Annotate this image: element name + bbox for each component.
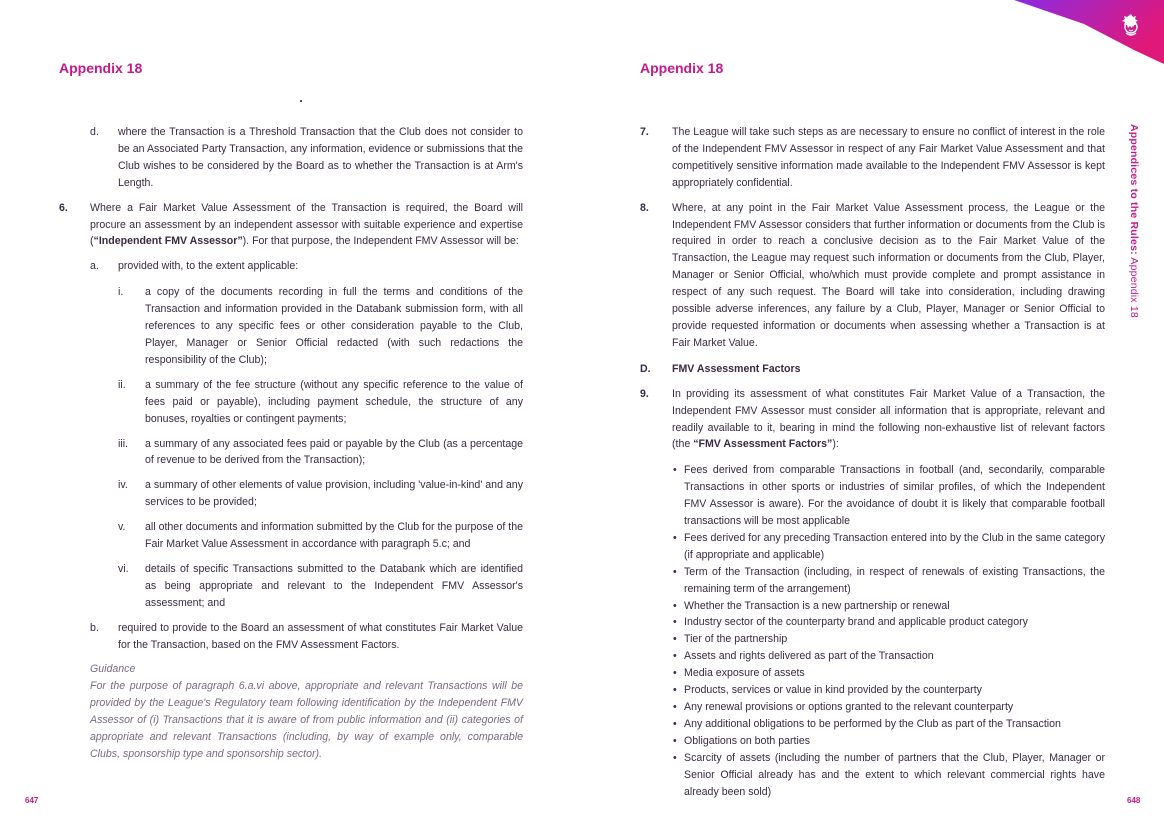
list-item: • Assets and rights delivered as part of the Transaction <box>672 648 1105 665</box>
subclause-text: a copy of the documents recording in full the terms and conditions of the Transaction and information provided in the Databank submission form, with all references to any specific fees or other consideration payable to the Club, Player, Manager or Senior Official redacted (with such redactions the responsibility of the Club); <box>145 286 523 366</box>
subclause-ii <box>59 377 523 428</box>
paragraph-text-after: ). For that purpose, the Independent FMV Assessor will be: <box>242 235 519 248</box>
clause-marker: d. <box>90 126 99 138</box>
subclause-marker: i. <box>118 286 124 299</box>
subclause-iv <box>59 477 523 511</box>
list-item: • Fees derived from comparable Transactions in football (and, secondarily, comparable Transactions in other sports or industries of similar profiles, of which the Independent FMV Assessor is aware). For the avoidance of doubt it is likely that comparable football transactions will be most applicable <box>672 462 1105 530</box>
subclause-text: a summary of other elements of value provision, including 'value-in-kind' and any services to be provided; <box>145 479 523 509</box>
paragraph-text-after: ): <box>832 438 839 451</box>
list-item: • Scarcity of assets (including the number of partners that the Club, Player, Manager or Senior Official already has and the extent to which relevant commercial rights have already been sold) <box>672 750 1105 801</box>
paragraph-text-before: In providing its assessment of what constitutes Fair Market Value of a Transaction, the Independent FMV Assessor must consider all information that is appropriate, relevant and readily available to it, bearing in mind the following non-exhaustive list of relevant factors (the <box>672 387 1105 451</box>
clause-6b <box>59 620 523 654</box>
subclause-marker: ii. <box>118 378 126 391</box>
page-heading-right: Appendix 18 <box>640 60 724 76</box>
list-item: • Whether the Transaction is a new partnership or renewal <box>672 598 1105 615</box>
clause-text: where the Transaction is a Threshold Transaction that the Club does not consider to be an Associated Party Transaction, any information, evidence or submissions that the Club wishes to be considered by the Board as to whether the Transaction is at Arm's Length. <box>118 126 523 189</box>
paragraph-number: 8. <box>640 201 649 214</box>
paragraph-text-before: Where a Fair Market Value Assessment of the Transaction is required, the Board will procure an assessment by an independent assessor with suitable experience and expertise ( <box>90 201 523 248</box>
subclause-marker: v. <box>118 521 126 534</box>
section-heading-d <box>640 361 1105 378</box>
list-item: • Obligations on both parties <box>672 733 1105 750</box>
guidance-note <box>59 661 523 762</box>
subclause-marker: iv. <box>118 479 128 492</box>
subclause-text: details of specific Transactions submitted to the Databank which are identified as being appropriate and relevant to the Independent FMV Assessor's assessment; and <box>145 562 523 609</box>
subclause-iii <box>59 436 523 470</box>
guidance-text: For the purpose of paragraph 6.a.vi above, appropriate and relevant Transactions will be provided by the League's Regulatory team following identification by the Independent FMV Assessor of (i) Transactions that it is aware of from public information and (ii) categories of appropriate and relevant Transactions (including, by way of example only, comparable Clubs, sponsorship type and sponsorship sector). <box>90 680 523 760</box>
subclause-i <box>59 284 523 369</box>
subclause-text: a summary of the fee structure (without any specific reference to the value of fees paid or payable), including payment schedule, the structure of any bonuses, royalties or contingent payments; <box>145 378 523 425</box>
stray-dot <box>300 100 302 102</box>
subclause-text: all other documents and information submitted by the Club for the purpose of the Fair Market Value Assessment in accordance with paragraph 5.c; and <box>145 521 523 551</box>
paragraph-number: 9. <box>640 387 649 400</box>
defined-term: “Independent FMV Assessor” <box>93 235 243 248</box>
sidebar-label-bold: Appendices to the Rules: <box>1128 124 1140 255</box>
section-title: FMV Assessment Factors <box>672 362 801 375</box>
list-item: • Industry sector of the counterparty brand and applicable product category <box>672 614 1105 631</box>
guidance-title: Guidance <box>90 663 136 676</box>
list-item: • Fees derived for any preceding Transaction entered into by the Club in the same category (if appropriate and applicable) <box>672 530 1105 564</box>
sidebar-label-light: Appendix 18 <box>1128 254 1140 318</box>
paragraph-6 <box>59 200 523 251</box>
paragraph-9 <box>640 386 1105 454</box>
list-item: • Any renewal provisions or options granted to the relevant counterparty <box>672 699 1105 716</box>
page-number-right: 648 <box>1127 796 1141 805</box>
page-number-left: 647 <box>25 796 39 805</box>
clause-6a <box>59 258 523 275</box>
page-heading-left: Appendix 18 <box>59 60 143 76</box>
left-column <box>59 124 523 763</box>
subclause-v <box>59 519 523 553</box>
list-item: • Media exposure of assets <box>672 665 1105 682</box>
paragraph-number: 7. <box>640 126 649 138</box>
subclause-vi <box>59 561 523 612</box>
paragraph-7 <box>640 124 1105 192</box>
paragraph-number: 6. <box>59 201 68 214</box>
paragraph-text: Where, at any point in the Fair Market Value Assessment process, the League or the Independent FMV Assessor considers that further information or documents from the Club is required in order to reach a conclusive decision as to the Fair Market Value of the Transaction, the League may request such information or documents from the Club, Player, Manager or Senior Official, who/which must provide complete and prompt assistance in respect of any such request. The Board will take into consideration, including drawing possible adverse inferences, any failure by a Club, Player, Manager or Senior Official to provide requested information or documents when assessing whether a Transaction is at Fair Market Value. <box>672 201 1105 349</box>
clause-6d-prev <box>59 124 523 192</box>
right-column <box>640 124 1105 800</box>
subclause-marker: iii. <box>118 437 129 450</box>
list-item: • Products, services or value in kind provided by the counterparty <box>672 682 1105 699</box>
clause-marker: a. <box>90 260 99 273</box>
paragraph-text: The League will take such steps as are necessary to ensure no conflict of interest in the role of the Independent FMV Assessor in respect of any Fair Market Value Assessment and that competitively sensitive information made available to the Independent FMV Assessor is kept appropriately confidential. <box>672 126 1105 189</box>
list-item: • Term of the Transaction (including, in respect of renewals of existing Transactions, the remaining term of the arrangement) <box>672 564 1105 598</box>
clause-marker: b. <box>90 621 99 634</box>
clause-text: provided with, to the extent applicable: <box>118 260 299 273</box>
clause-text: required to provide to the Board an assessment of what constitutes Fair Market Value for the Transaction, based on the FMV Assessment Factors. <box>118 621 523 651</box>
sidebar-section-tab <box>1128 124 1144 334</box>
defined-term: “FMV Assessment Factors” <box>693 438 833 451</box>
list-item: • Tier of the partnership <box>672 631 1105 648</box>
list-item: • Any additional obligations to be performed by the Club as part of the Transaction <box>672 716 1105 733</box>
paragraph-8 <box>640 200 1105 352</box>
premier-league-lion-icon <box>1120 12 1142 38</box>
fmv-factors-list <box>640 462 1105 800</box>
subclause-text: a summary of any associated fees paid or payable by the Club (as a percentage of revenue to be derived from the Transaction); <box>145 437 523 467</box>
section-marker: D. <box>640 362 651 375</box>
sidebar-label <box>1128 124 1140 318</box>
subclause-marker: vi. <box>118 562 129 575</box>
